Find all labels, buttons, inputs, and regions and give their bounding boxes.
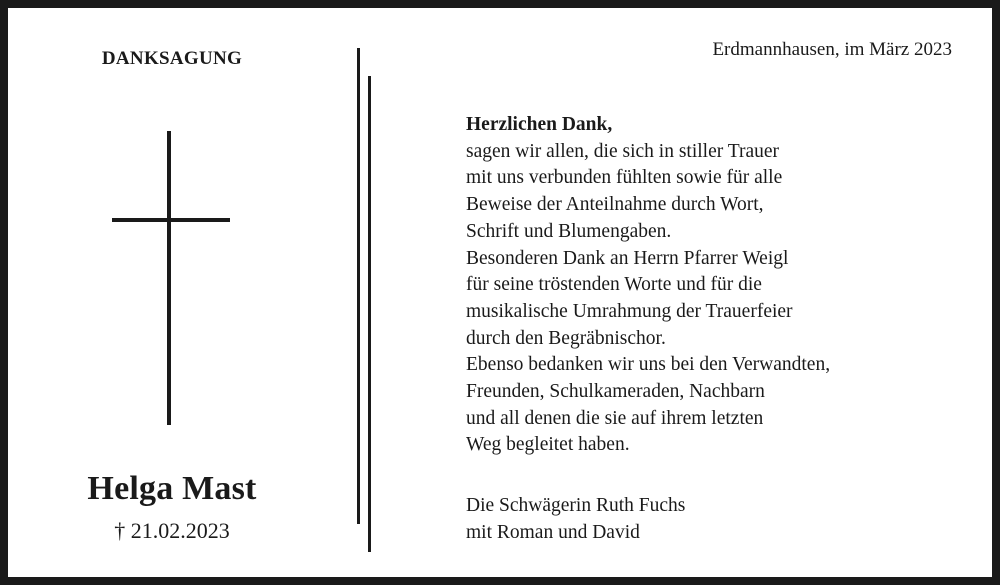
thanks-line: und all denen die sie auf ihrem letzten — [466, 407, 764, 429]
signature-line: Die Schwägerin Ruth Fuchs — [466, 495, 686, 516]
thanks-line: musikalische Umrahmung der Trauerfeier — [466, 300, 793, 322]
thanks-line: Beweise der Anteilnahme durch Wort, — [466, 194, 764, 216]
death-date: † 21.02.2023 — [114, 518, 230, 543]
thanks-line: für seine tröstenden Worte und für die — [466, 274, 762, 296]
deceased-name: Helga Mast — [87, 470, 257, 507]
cross-icon — [167, 131, 171, 425]
thanks-line: Ebenso bedanken wir uns bei den Verwandten, — [466, 354, 831, 376]
thanks-greeting: Herzlichen Dank, — [466, 114, 613, 135]
divider-line-left — [357, 48, 360, 524]
notice-heading: DANKSAGUNG — [101, 48, 243, 69]
thanks-line: sagen wir allen, die sich in stiller Trauer — [466, 140, 780, 162]
signature-block — [466, 492, 685, 546]
thanks-line: Schrift und Blumengaben. — [466, 220, 672, 242]
thanks-line: Besonderen Dank an Herrn Pfarrer Weigl — [466, 247, 789, 269]
thanks-line: durch den Begräbnischor. — [466, 327, 666, 349]
thanks-line: Weg begleitet haben. — [466, 434, 630, 456]
signature-line: mit Roman und David — [466, 522, 640, 543]
divider-line-right — [368, 76, 371, 552]
thanks-line: mit uns verbunden fühlten sowie für alle — [466, 167, 783, 189]
thanks-text — [466, 112, 830, 459]
cross-icon-crossbar — [112, 218, 230, 222]
thanks-line: Freunden, Schulkameraden, Nachbarn — [466, 381, 765, 403]
place-and-date: Erdmannhausen, im März 2023 — [712, 39, 952, 60]
